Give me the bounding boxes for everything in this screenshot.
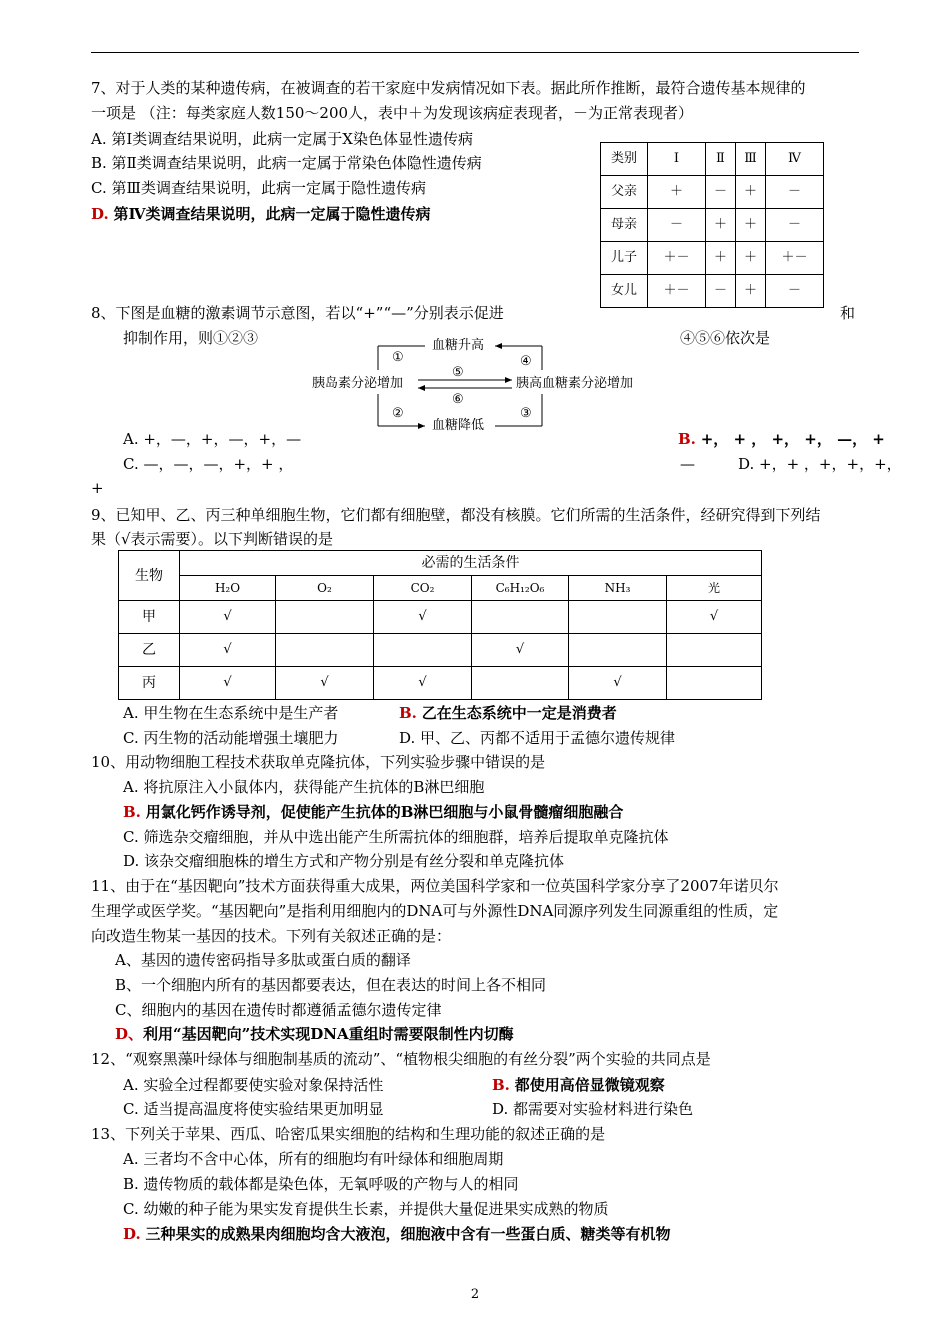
q8-option-a: A. +，—，+，—，+，— bbox=[123, 430, 302, 448]
q7-cell: ＋－ bbox=[648, 242, 706, 275]
q10-answer-text: 用氯化钙作诱导剂，促使能产生抗体的B淋巴细胞与小鼠骨髓瘤细胞融合 bbox=[145, 803, 624, 821]
q7-cell: ＋ bbox=[735, 275, 765, 308]
q7-row-label: 父亲 bbox=[601, 176, 648, 209]
q9-col-header: NH₃ bbox=[569, 576, 667, 601]
q9-col-header: H₂O bbox=[180, 576, 276, 601]
diagram-num-3: ③ bbox=[520, 406, 532, 421]
q9-cell: √ bbox=[472, 634, 569, 667]
q7-header-cell: Ⅲ bbox=[735, 143, 765, 176]
q7-cell: － bbox=[705, 176, 735, 209]
q13-option-d bbox=[123, 1222, 671, 1246]
q8-option-b bbox=[678, 427, 885, 451]
q7-header-cell: Ⅳ bbox=[766, 143, 824, 176]
q13-option-b: B. 遗传物质的载体都是染色体，无氧呼吸的产物与人的相同 bbox=[123, 1175, 519, 1193]
diagram-num-5: ⑤ bbox=[452, 365, 464, 380]
q10-option-d: D. 该杂交瘤细胞株的增生方式和产物分别是有丝分裂和单克隆抗体 bbox=[123, 852, 565, 870]
q9-row-label: 乙 bbox=[119, 634, 180, 667]
table-row bbox=[119, 576, 762, 601]
q9-option-d: D. 甲、乙、丙都不适用于孟德尔遗传规律 bbox=[399, 729, 676, 747]
q7-stem-line1: 7、对于人类的某种遗传病，在被调查的若干家庭中发病情况如下表。据此所作推断，最符合遗传基本规律的 bbox=[91, 79, 806, 97]
q8-option-d: D. +，+ ，+，+，+， bbox=[738, 455, 902, 473]
q7-option-c: C. 第Ⅲ类调查结果说明，此病一定属于隐性遗传病 bbox=[91, 179, 426, 197]
q7-header-cell: Ⅰ bbox=[648, 143, 706, 176]
q7-answer-text: 第Ⅳ类调查结果说明，此病一定属于隐性遗传病 bbox=[113, 205, 431, 223]
q13-option-a: A. 三者均不含中心体，所有的细胞均有叶绿体和细胞周期 bbox=[123, 1150, 504, 1168]
q9-cell bbox=[569, 634, 667, 667]
q9-cell bbox=[276, 634, 374, 667]
q9-row-label: 甲 bbox=[119, 601, 180, 634]
q7-row-label: 儿子 bbox=[601, 242, 648, 275]
q7-option-b: B. 第Ⅱ类调查结果说明，此病一定属于常染色体隐性遗传病 bbox=[91, 154, 482, 172]
table-row bbox=[601, 143, 824, 176]
q9-option-b bbox=[399, 701, 617, 725]
q8-stem-he: 和 bbox=[840, 304, 856, 322]
table-row bbox=[119, 634, 762, 667]
table-row bbox=[601, 242, 824, 275]
q9-cell: √ bbox=[276, 667, 374, 700]
table-row bbox=[119, 551, 762, 576]
header-rule bbox=[91, 52, 859, 53]
q7-cell: ＋ bbox=[705, 209, 735, 242]
diagram-num-2: ② bbox=[392, 406, 404, 421]
q8-stem-line2b: ④⑤⑥依次是 bbox=[680, 329, 771, 347]
q11-stem-line3: 向改造生物某一基因的技术。下列有关叙述正确的是： bbox=[91, 927, 452, 945]
diagram-bottom-label: 血糖降低 bbox=[432, 418, 485, 433]
q9-stem-line2: 果（√表示需要）。以下判断错误的是 bbox=[91, 530, 334, 548]
q9-option-a: A. 甲生物在生态系统中是生产者 bbox=[123, 704, 339, 722]
q11-answer-text: 利用“基因靶向”技术实现DNA重组时需要限制性内切酶 bbox=[143, 1025, 514, 1043]
diagram-top-label: 血糖升高 bbox=[432, 338, 485, 353]
q8-answer-text: +， + ， +， +， —， + bbox=[700, 430, 885, 448]
q9-group-header: 必需的生活条件 bbox=[180, 551, 762, 576]
diagram-num-4: ④ bbox=[520, 354, 532, 369]
q9-answer-letter: B. bbox=[399, 704, 417, 722]
q9-cell: √ bbox=[667, 601, 762, 634]
q13-option-c: C. 幼嫩的种子能为果实发育提供生长素，并提供大量促进果实成熟的物质 bbox=[123, 1200, 609, 1218]
q9-table bbox=[118, 550, 762, 700]
q7-stem-line2: 一项是 （注：每类家庭人数150～200人，表中＋为发现该病症表现者，－为正常表现者） bbox=[91, 104, 694, 122]
q7-cell: ＋－ bbox=[648, 275, 706, 308]
q9-cell bbox=[472, 601, 569, 634]
q9-cell bbox=[374, 634, 472, 667]
q9-stem-line1: 9、已知甲、乙、丙三种单细胞生物，它们都有细胞壁，都没有核膜。它们所需的生活条件，经研究得到下列结 bbox=[91, 506, 821, 524]
q9-col-header: C₆H₁₂O₆ bbox=[472, 576, 569, 601]
q9-row-label: 丙 bbox=[119, 667, 180, 700]
q9-answer-text: 乙在生态系统中一定是消费者 bbox=[421, 704, 617, 722]
q9-col-header: O₂ bbox=[276, 576, 374, 601]
q7-header-cell: 类别 bbox=[601, 143, 648, 176]
page-number: 2 bbox=[470, 1287, 480, 1302]
q12-option-b bbox=[492, 1073, 665, 1097]
q12-option-d: D. 都需要对实验材料进行染色 bbox=[492, 1100, 694, 1118]
q7-cell: － bbox=[766, 209, 824, 242]
q8-answer-letter: B. bbox=[678, 430, 696, 448]
q13-stem: 13、下列关于苹果、西瓜、哈密瓜果实细胞的结构和生理功能的叙述正确的是 bbox=[91, 1125, 606, 1143]
q9-cell: √ bbox=[180, 601, 276, 634]
q8-option-c: C. —，—，—，+，+ ， bbox=[123, 455, 294, 473]
diagram-num-1: ① bbox=[392, 350, 404, 365]
q9-cell: √ bbox=[180, 634, 276, 667]
q9-cell bbox=[667, 667, 762, 700]
q12-answer-letter: B. bbox=[492, 1076, 510, 1094]
q9-cell: √ bbox=[180, 667, 276, 700]
q11-option-b: B、一个细胞内所有的基因都要表达，但在表达的时间上各不相同 bbox=[115, 976, 547, 994]
q10-option-c: C. 筛选杂交瘤细胞，并从中选出能产生所需抗体的细胞群，培养后提取单克隆抗体 bbox=[123, 828, 669, 846]
q7-row-label: 母亲 bbox=[601, 209, 648, 242]
q13-answer-letter: D. bbox=[123, 1225, 141, 1243]
table-row bbox=[119, 667, 762, 700]
q7-cell: － bbox=[705, 275, 735, 308]
q8-option-b-tail: — bbox=[680, 455, 695, 473]
q11-stem-line2: 生理学或医学奖。“基因靶向”是指利用细胞内的DNA可与外源性DNA同源序列发生同源重组的性质，定 bbox=[91, 902, 779, 920]
q7-cell: ＋ bbox=[735, 176, 765, 209]
q9-cell: √ bbox=[569, 667, 667, 700]
q8-option-d-tail: + bbox=[91, 479, 104, 497]
q12-answer-text: 都使用高倍显微镜观察 bbox=[514, 1076, 665, 1094]
q9-cell bbox=[569, 601, 667, 634]
q7-cell: － bbox=[766, 176, 824, 209]
diagram-left-label: 胰岛素分泌增加 bbox=[312, 376, 404, 391]
q11-option-a: A、基因的遗传密码指导多肽或蛋白质的翻译 bbox=[115, 951, 411, 969]
q9-col-header: CO₂ bbox=[374, 576, 472, 601]
q7-option-d bbox=[91, 202, 431, 226]
q12-stem: 12、“观察黑藻叶绿体与细胞制基质的流动”、“植物根尖细胞的有丝分裂”两个实验的共同点是 bbox=[91, 1050, 711, 1068]
q8-stem-line2a: 抑制作用，则①②③ bbox=[123, 329, 259, 347]
q7-cell: － bbox=[648, 209, 706, 242]
q8-stem-line1: 8、下图是血糖的激素调节示意图，若以“+”“—”分别表示促进 bbox=[91, 304, 504, 322]
q11-answer-letter: D、 bbox=[115, 1025, 144, 1043]
q7-cell: ＋ bbox=[648, 176, 706, 209]
q7-cell: ＋ bbox=[705, 242, 735, 275]
q13-answer-text: 三种果实的成熟果肉细胞均含大液泡，细胞液中含有一些蛋白质、糖类等有机物 bbox=[145, 1225, 671, 1243]
diagram-num-6: ⑥ bbox=[452, 392, 464, 407]
table-row bbox=[601, 176, 824, 209]
q8-diagram bbox=[312, 340, 652, 440]
q7-answer-letter: D. bbox=[91, 205, 109, 223]
q9-option-c: C. 丙生物的活动能增强土壤肥力 bbox=[123, 729, 339, 747]
q7-cell: ＋ bbox=[735, 209, 765, 242]
q9-corner: 生物 bbox=[119, 551, 180, 601]
q9-cell bbox=[276, 601, 374, 634]
q7-option-a: A. 第Ⅰ类调查结果说明，此病一定属于X染色体显性遗传病 bbox=[91, 130, 473, 148]
q10-stem: 10、用动物细胞工程技术获取单克隆抗体，下列实验步骤中错误的是 bbox=[91, 753, 546, 771]
q7-header-cell: Ⅱ bbox=[705, 143, 735, 176]
diagram-right-label: 胰高血糖素分泌增加 bbox=[516, 376, 634, 391]
q11-option-c: C、细胞内的基因在遗传时都遵循孟德尔遗传定律 bbox=[115, 1001, 442, 1019]
q7-cell: － bbox=[766, 275, 824, 308]
q11-stem-line1: 11、由于在“基因靶向”技术方面获得重大成果，两位美国科学家和一位英国科学家分享了2007年诺贝尔 bbox=[91, 877, 779, 895]
q7-row-label: 女儿 bbox=[601, 275, 648, 308]
q7-cell: ＋－ bbox=[766, 242, 824, 275]
q12-option-c: C. 适当提高温度将使实验结果更加明显 bbox=[123, 1100, 384, 1118]
table-row bbox=[601, 275, 824, 308]
table-row bbox=[119, 601, 762, 634]
q7-cell: ＋ bbox=[735, 242, 765, 275]
q9-cell bbox=[667, 634, 762, 667]
q12-option-a: A. 实验全过程都要使实验对象保持活性 bbox=[123, 1076, 384, 1094]
table-row bbox=[601, 209, 824, 242]
q9-cell bbox=[472, 667, 569, 700]
q10-option-b bbox=[123, 800, 623, 824]
q11-option-d bbox=[115, 1022, 514, 1046]
q9-col-header: 光 bbox=[667, 576, 762, 601]
q10-answer-letter: B. bbox=[123, 803, 141, 821]
q10-option-a: A. 将抗原注入小鼠体内，获得能产生抗体的B淋巴细胞 bbox=[123, 778, 485, 796]
q7-table bbox=[600, 142, 824, 308]
q9-cell: √ bbox=[374, 667, 472, 700]
q9-cell: √ bbox=[374, 601, 472, 634]
